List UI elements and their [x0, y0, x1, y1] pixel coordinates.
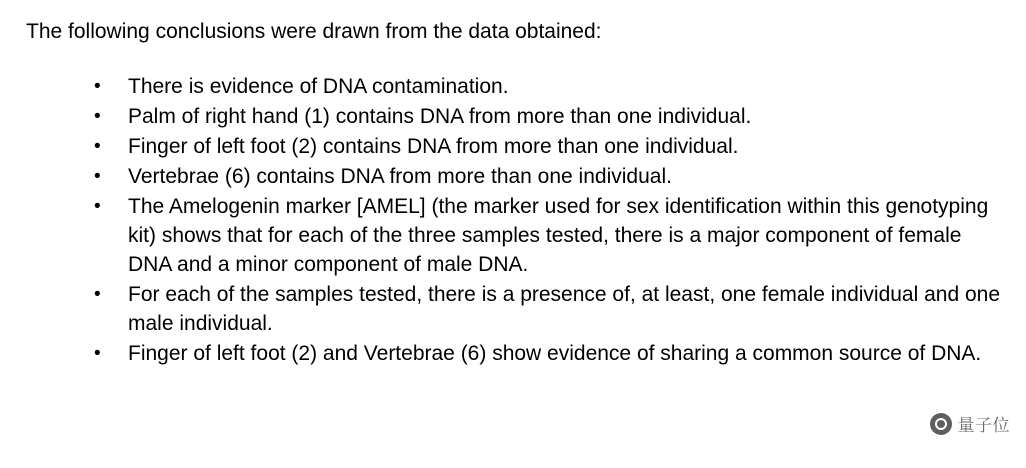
bullet-icon: • — [94, 76, 101, 97]
list-item-text: Palm of right hand (1) contains DNA from more than one individual. — [128, 105, 752, 128]
watermark — [930, 411, 1011, 436]
list-item — [88, 102, 1002, 131]
list-item — [88, 162, 1002, 191]
intro-paragraph: The following conclusions were drawn from the data obtained: — [26, 20, 602, 43]
bullet-icon: • — [94, 343, 101, 364]
list-item-text: Finger of left foot (2) and Vertebrae (6) show evidence of sharing a common source of DNA. — [128, 342, 982, 365]
list-item — [88, 280, 1002, 338]
list-item-text: The Amelogenin marker [AMEL] (the marker used for sex identification within this genotyping kit) shows that for each of the three samples tested, there is a major component of female DNA and a minor component of male DNA. — [128, 195, 989, 276]
list-item — [88, 72, 1002, 101]
bullet-icon: • — [94, 284, 101, 305]
list-item — [88, 132, 1002, 161]
bullet-icon: • — [94, 196, 101, 217]
bullet-icon: • — [94, 166, 101, 187]
list-item-text: Finger of left foot (2) contains DNA from more than one individual. — [128, 135, 739, 158]
watermark-logo-icon — [930, 413, 952, 435]
list-item-text: There is evidence of DNA contamination. — [128, 75, 509, 98]
conclusions-list — [24, 72, 1002, 368]
list-item — [88, 339, 1002, 368]
bullet-icon: • — [94, 136, 101, 157]
bullet-icon: • — [94, 106, 101, 127]
list-item-text: Vertebrae (6) contains DNA from more than one individual. — [128, 165, 672, 188]
list-item — [88, 192, 1002, 279]
watermark-text: 量子位 — [957, 416, 1010, 436]
list-item-text: For each of the samples tested, there is a presence of, at least, one female individual and one male individual. — [128, 283, 1001, 335]
